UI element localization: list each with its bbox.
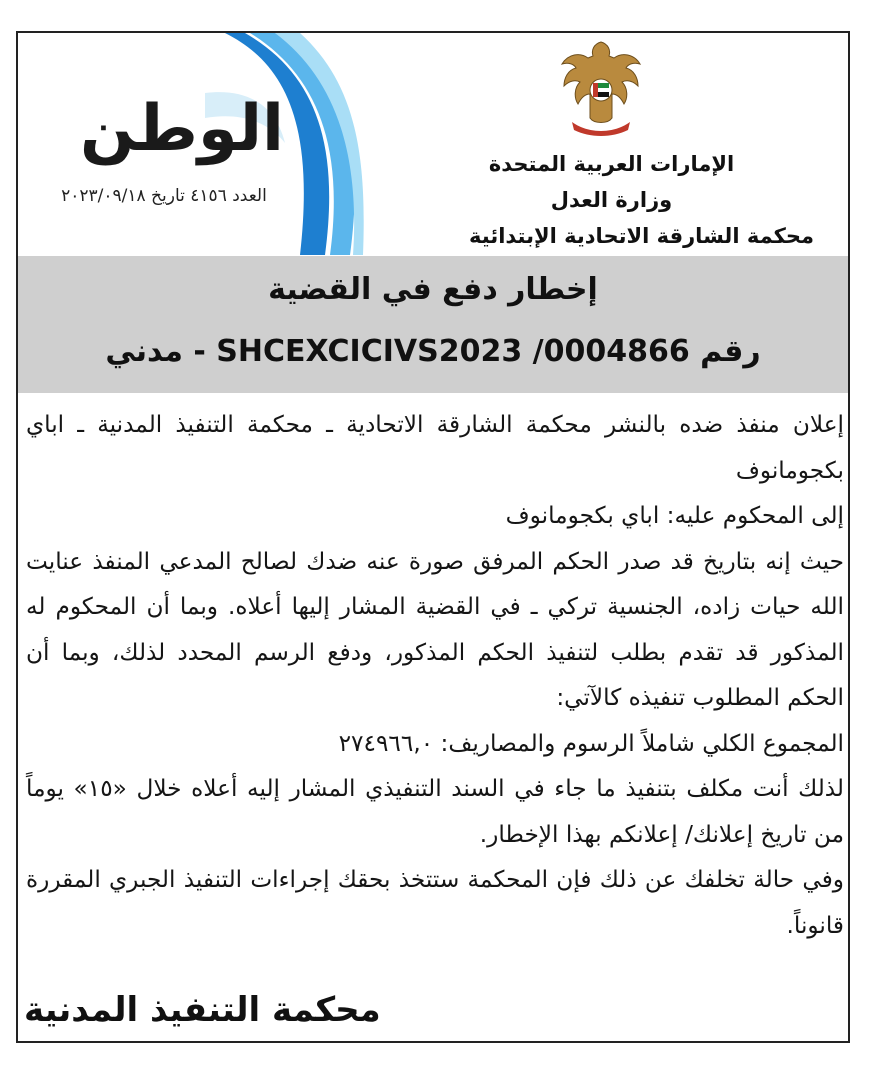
issue-date-line: العدد ٤١٥٦ تاريخ ٢٠٢٣/٠٩/١٨ (61, 186, 267, 206)
notice-body (26, 402, 844, 948)
uae-eagle-emblem-icon (558, 38, 644, 138)
authority-country: الإمارات العربية المتحدة (488, 152, 735, 176)
newspaper-logo: الوطن (80, 92, 284, 166)
signature-court: محكمة التنفيذ المدنية (24, 990, 381, 1030)
body-paragraph-intro: إعلان منفذ ضده بالنشر محكمة الشارقة الاتحادية ـ محكمة التنفيذ المدنية ـ اباي بكجومانوف (26, 411, 844, 484)
body-paragraph-addressee: إلى المحكوم عليه: اباي بكجومانوف (505, 502, 844, 529)
authority-ministry: وزارة العدل (550, 188, 673, 212)
title-band (18, 256, 848, 393)
body-paragraph-deadline: لذلك أنت مكلف بتنفيذ ما جاء في السند التنفيذي المشار إليه أعلاه خلال «١٥» يوماً من تاريخ إعلانك/ إعلانكم بهذا الإخطار. (26, 775, 844, 848)
authority-court: محكمة الشارقة الاتحادية الإبتدائية (469, 224, 814, 248)
notice-title: إخطار دفع في القضية (268, 272, 598, 307)
issuing-authority (469, 146, 814, 254)
case-number: رقم SHCEXCICIVS2023 /0004866 - مدني (105, 334, 761, 369)
body-paragraph-judgment: حيث إنه بتاريخ قد صدر الحكم المرفق صورة عنه ضدك لصالح المدعي المنفذ عنايت الله حيات زاده، الجنسية تركي ـ في القضية المشار إليها أعلاه. وبما أن المحكوم له المذكور قد تقدم بطلب لتنفيذ الحكم المذكور، ودفع الرسم المحدد لذلك، وبما أن الحكم المطلوب تنفيذه كالآتي: (26, 547, 844, 711)
body-paragraph-total: المجموع الكلي شاملاً الرسوم والمصاريف: ٢٧٤٩٦٦,٠ (338, 729, 844, 757)
body-paragraph-enforcement: وفي حالة تخلفك عن ذلك فإن المحكمة ستتخذ بحقك إجراءات التنفيذ الجبري المقررة قانوناً. (26, 866, 844, 939)
